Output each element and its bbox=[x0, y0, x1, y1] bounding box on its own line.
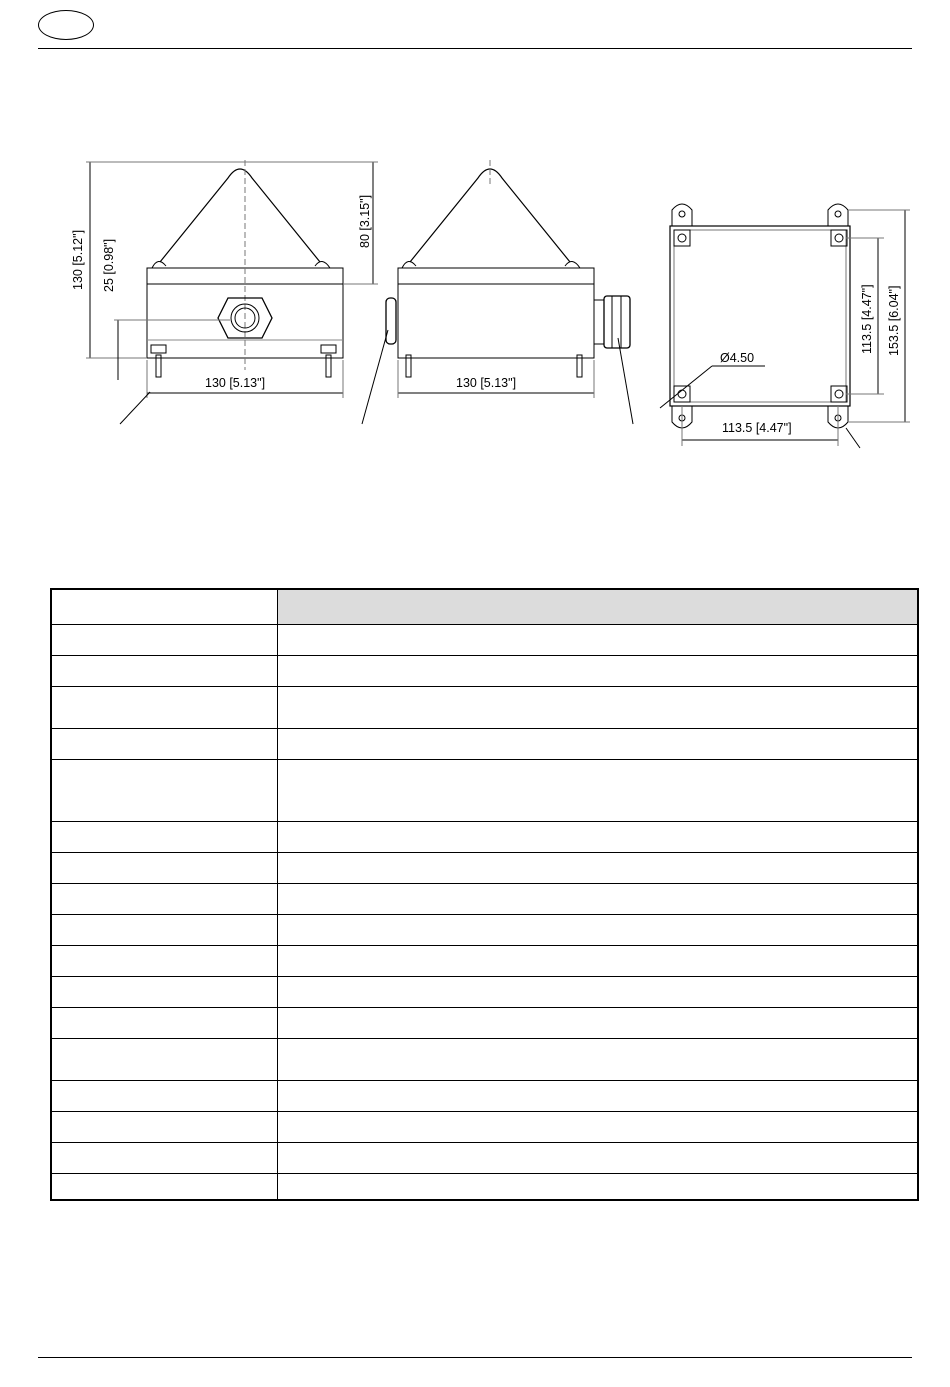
table-row bbox=[51, 728, 918, 759]
row-label bbox=[51, 1038, 278, 1080]
row-value bbox=[278, 1142, 919, 1173]
row-value bbox=[278, 883, 919, 914]
row-label bbox=[51, 1007, 278, 1038]
row-value bbox=[278, 852, 919, 883]
table-row bbox=[51, 1038, 918, 1080]
row-value bbox=[278, 945, 919, 976]
front-width-label: 130 [5.13"] bbox=[205, 376, 266, 390]
hole-diameter-label: Ø4.50 bbox=[720, 351, 755, 365]
table-row bbox=[51, 883, 918, 914]
row-value bbox=[278, 1038, 919, 1080]
row-value bbox=[278, 821, 919, 852]
row-value bbox=[278, 1111, 919, 1142]
row-label bbox=[51, 624, 278, 655]
table-row bbox=[51, 821, 918, 852]
row-label bbox=[51, 1111, 278, 1142]
table-row bbox=[51, 976, 918, 1007]
table-row bbox=[51, 686, 918, 728]
row-label bbox=[51, 655, 278, 686]
row-value bbox=[278, 914, 919, 945]
table-row bbox=[51, 759, 918, 821]
front-base-height-label: 25 [0.98"] bbox=[102, 238, 116, 292]
side-width-label: 130 [5.13"] bbox=[456, 376, 517, 390]
specification-table bbox=[50, 588, 919, 1201]
table-row bbox=[51, 1142, 918, 1173]
row-value bbox=[278, 1007, 919, 1038]
row-value bbox=[278, 624, 919, 655]
row-label bbox=[51, 686, 278, 728]
table-row bbox=[51, 945, 918, 976]
row-label bbox=[51, 1173, 278, 1200]
row-value bbox=[278, 1080, 919, 1111]
front-height-total-label: 130 [5.12"] bbox=[71, 229, 85, 290]
row-value bbox=[278, 1173, 919, 1200]
table-row bbox=[51, 624, 918, 655]
table-row bbox=[51, 1080, 918, 1111]
table-row bbox=[51, 1007, 918, 1038]
row-label bbox=[51, 883, 278, 914]
table-row bbox=[51, 1173, 918, 1200]
footer-rule bbox=[38, 1357, 912, 1358]
row-label bbox=[51, 976, 278, 1007]
hole-spacing-horizontal-label: 113.5 [4.47"] bbox=[722, 421, 792, 435]
table-header-row bbox=[51, 589, 918, 624]
front-horn-height-label: 80 [3.15"] bbox=[358, 194, 372, 248]
header-cell-value bbox=[278, 589, 919, 624]
row-label bbox=[51, 945, 278, 976]
table-row bbox=[51, 655, 918, 686]
table-row bbox=[51, 914, 918, 945]
hole-spacing-vertical-label: 113.5 [4.47"] bbox=[860, 284, 874, 354]
row-label bbox=[51, 852, 278, 883]
dimension-drawing bbox=[0, 0, 950, 470]
row-value bbox=[278, 728, 919, 759]
row-label bbox=[51, 821, 278, 852]
table-row bbox=[51, 852, 918, 883]
row-value bbox=[278, 976, 919, 1007]
row-label bbox=[51, 1142, 278, 1173]
header-cell-label bbox=[51, 589, 278, 624]
overall-length-label: 153.5 [6.04"] bbox=[887, 285, 901, 356]
row-label bbox=[51, 914, 278, 945]
row-value bbox=[278, 686, 919, 728]
row-label bbox=[51, 1080, 278, 1111]
row-value bbox=[278, 655, 919, 686]
table-row bbox=[51, 1111, 918, 1142]
row-value bbox=[278, 759, 919, 821]
row-label bbox=[51, 759, 278, 821]
row-label bbox=[51, 728, 278, 759]
